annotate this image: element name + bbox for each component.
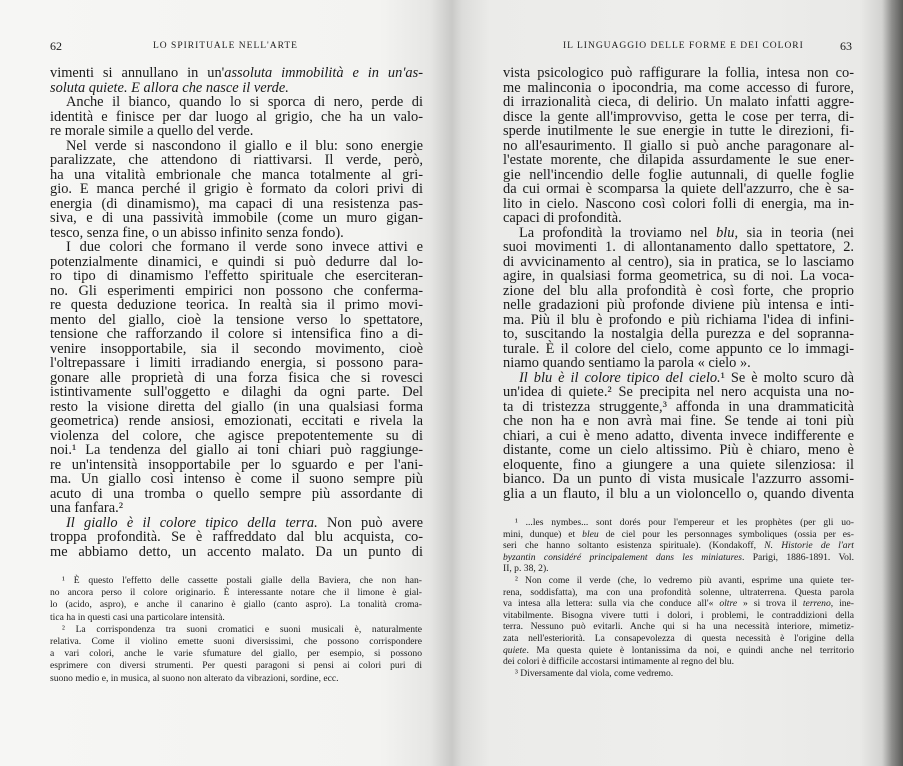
text-segment: ² La corrispondenza tra suoni cromatici e suoni musicali è, naturalmente bbox=[62, 623, 422, 635]
italic-text: Il giallo è il colore tipico della terra. bbox=[66, 514, 318, 531]
text-segment: mini, dunque) et bbox=[503, 528, 583, 540]
text-segment: potenzialmente dinamici, e quindi si può dedurre dal lo- bbox=[50, 253, 423, 270]
text-line bbox=[503, 153, 854, 168]
text-line bbox=[50, 255, 423, 270]
text-segment: rena, soddisfatta), ma con una profondità solenne, ultraterrena. Questa parola bbox=[503, 586, 854, 598]
text-line bbox=[503, 429, 854, 444]
text-segment: gio. E manca perché il grigio è formato da colori privi di bbox=[50, 181, 423, 197]
body-text bbox=[503, 66, 854, 501]
text-segment: me abbiamo detto, un accento malato. Da un punto di bbox=[50, 543, 423, 560]
text-line bbox=[503, 284, 854, 299]
text-line bbox=[503, 371, 854, 386]
text-segment: II, p. 38, 2). bbox=[503, 563, 549, 575]
text-line bbox=[50, 612, 422, 624]
text-segment: re questa deduzione teorica. In realtà sia il primo movi- bbox=[50, 297, 423, 313]
text-line bbox=[50, 414, 423, 429]
footnotes bbox=[50, 575, 422, 685]
text-segment: siva, e di una passività immobile (come un muro gigan- bbox=[50, 210, 423, 226]
text-line bbox=[503, 633, 854, 645]
text-segment: nelle gradazioni più profonde diviene più intensa e inti- bbox=[503, 297, 854, 313]
text-segment: ma. Più il blu è profondo e più richiama l'idea di infini- bbox=[503, 311, 854, 328]
text-segment: re un'intensità insopportabile per lo sguardo e per l'ani- bbox=[50, 456, 423, 473]
text-line bbox=[50, 66, 423, 81]
text-line bbox=[50, 673, 422, 685]
page-number: 62 bbox=[50, 39, 62, 53]
text-segment: tica ha in questi casi una particolare intensità. bbox=[50, 611, 225, 623]
italic-text: oltre bbox=[719, 598, 738, 610]
text-segment: ro tipo di dinamismo l'effetto spirituale che eserciteran- bbox=[50, 268, 423, 284]
text-line bbox=[503, 313, 854, 328]
text-line bbox=[503, 95, 854, 110]
text-segment: a vari colori, anche le varie sfumature del giallo, per esempio, si possono bbox=[50, 648, 422, 660]
text-segment: gonare alle proprietà di una forza fisica che si rovesci bbox=[50, 369, 423, 386]
text-segment: lo (acido, aspro), e anche il canarino è giallo (canto aspro). La tonalità croma- bbox=[50, 599, 422, 611]
text-segment: esprimere con diversi strumenti. Per questi paragoni si pensi ai colori puri di bbox=[50, 660, 422, 672]
text-segment: paralizzate, che attendono di riattivarsi. Il verde, però, bbox=[50, 152, 423, 168]
text-line bbox=[503, 414, 854, 429]
text-line bbox=[503, 124, 854, 139]
text-segment: . Ma questa quiete è lontanissima da noi, e quindi anche nel territorio bbox=[526, 644, 854, 656]
text-line bbox=[50, 385, 423, 400]
text-segment: ha una vitalità embrionale che manca totalmente al gri- bbox=[50, 166, 423, 183]
text-line bbox=[50, 458, 423, 473]
text-segment: ta di tristezza struggente,³ affonda in una drammaticità bbox=[503, 398, 854, 415]
italic-text: Il blu è il colore tipico del cielo. bbox=[519, 369, 721, 386]
text-line bbox=[50, 624, 422, 636]
text-segment: una fanfara.² bbox=[50, 500, 124, 516]
page-number: 63 bbox=[840, 39, 852, 53]
text-line bbox=[50, 182, 423, 197]
text-line bbox=[50, 545, 423, 560]
text-line bbox=[503, 197, 854, 212]
text-line bbox=[503, 656, 854, 668]
text-segment: eloquente, fino a giungere a una quiete silenziosa: il bbox=[503, 456, 854, 473]
text-segment: tensione che rafforzando il colore si intensifica fino a di- bbox=[50, 326, 423, 342]
text-segment: capaci di profondità. bbox=[503, 210, 622, 226]
text-segment: suono medio e, in musica, al suono non alterato da vibrazioni, sordine, ecc. bbox=[50, 672, 339, 684]
italic-text: assoluta immobilità e in un'as- bbox=[224, 65, 423, 81]
text-line bbox=[503, 385, 854, 400]
text-segment: bianco. Da un punto di vista musicale l'azzurro assomi- bbox=[503, 471, 854, 487]
text-segment: no ancora perso il colore originario. È interessante notare che il limone è gial- bbox=[50, 587, 422, 599]
text-line bbox=[503, 472, 854, 487]
italic-text: byzantin considéré principalement dans les miniatures bbox=[503, 551, 742, 563]
text-line bbox=[50, 587, 422, 599]
text-line bbox=[50, 660, 422, 672]
text-line bbox=[50, 599, 422, 611]
text-line bbox=[50, 575, 422, 587]
text-segment: un'idea di quiete.² Se precipita nel nero acquista una no- bbox=[503, 384, 854, 400]
text-line bbox=[503, 342, 854, 357]
text-segment: , sia in teoria (nei bbox=[734, 224, 854, 241]
text-segment: zione del blu alla profondità è così forte, che proprio bbox=[503, 282, 854, 299]
text-segment: distante, come un cielo altissimo. Più è chiaro, meno è bbox=[503, 442, 854, 458]
text-line bbox=[50, 516, 423, 531]
text-segment: agire, in qualsiasi forma geometrica, su di noi. La voca- bbox=[503, 268, 854, 284]
text-line bbox=[50, 313, 423, 328]
text-line bbox=[50, 371, 423, 386]
text-segment: I due colori che formano il verde sono invece attivi e bbox=[66, 239, 423, 255]
text-segment: , ine- bbox=[830, 598, 855, 610]
text-segment: seri che hanno soltanto esistenza spirituale). (Kondakoff, bbox=[503, 540, 765, 552]
text-segment: disce la gente all'improvviso, getta le cose per terra, di- bbox=[503, 108, 854, 125]
text-line bbox=[503, 139, 854, 154]
text-line bbox=[503, 575, 854, 587]
text-line bbox=[50, 153, 423, 168]
text-segment: di avvicinamento al centro), sia in pratica, se lo lasciamo bbox=[503, 253, 854, 270]
paragraph bbox=[503, 226, 854, 371]
text-segment: glia a un flauto, il blu a un violoncello o, quando diventa bbox=[503, 485, 854, 502]
text-line bbox=[503, 517, 854, 529]
text-segment: ² Non come il verde (che, lo vedremo più avanti, esprime una quiete ter- bbox=[515, 574, 854, 586]
text-segment: tesco, senza fine, o un abisso infinito senza fondo). bbox=[50, 224, 344, 241]
text-line bbox=[503, 211, 854, 226]
text-line bbox=[503, 182, 854, 197]
text-segment: resto la visione diretta del giallo (in una qualsiasi forma bbox=[50, 398, 423, 415]
text-segment: ¹ Se è molto scuro dà bbox=[720, 369, 854, 386]
text-segment: violenza del colore, che agisce prepotentemente su di bbox=[50, 427, 423, 444]
left-page bbox=[0, 0, 450, 766]
text-segment: acuto di una tromba o quello sempre più assordante di bbox=[50, 485, 423, 502]
text-segment: me malinconia o ipocondria, ma come accesso di furore, bbox=[503, 79, 854, 96]
running-head: LO SPIRITUALE NELL'ARTE bbox=[153, 41, 298, 51]
text-line bbox=[50, 211, 423, 226]
text-segment: l'oltrepassare i limiti irradiando energia, si possono para- bbox=[50, 355, 423, 371]
text-line bbox=[503, 240, 854, 255]
text-segment: lito in cielo. Nascono così colori folli di energia, ma in- bbox=[503, 195, 854, 212]
italic-text: quiete bbox=[503, 644, 527, 656]
text-segment: da cui ormai è scomparsa la quiete dell'azzurro, che è sa- bbox=[503, 181, 854, 197]
text-segment: Nel verde si nascondono il giallo e il blu: sono energie bbox=[66, 137, 423, 154]
text-line bbox=[503, 81, 854, 96]
text-segment: identità e finisce per dar luogo al grigio, che ha un valo- bbox=[50, 108, 423, 125]
text-line bbox=[50, 226, 423, 241]
text-line bbox=[50, 356, 423, 371]
text-line bbox=[503, 400, 854, 415]
running-head: IL LINGUAGGIO DELLE FORME E DEI COLORI bbox=[563, 41, 804, 51]
text-line bbox=[50, 81, 423, 96]
text-segment: suoi movimenti 1. di allontanamento dallo spettatore, 2. bbox=[503, 239, 854, 255]
text-segment: . Parigi, 1886-1891. Vol. bbox=[741, 551, 854, 563]
text-line bbox=[503, 110, 854, 125]
text-segment: sperde inutilmente le sue energie in tutte le direzioni, fi- bbox=[503, 123, 854, 139]
text-line bbox=[50, 284, 423, 299]
text-line bbox=[50, 168, 423, 183]
text-segment: vitabilmente. Bisogna vivere tutti i dolori, i problemi, le contraddizioni della bbox=[503, 609, 854, 621]
text-line bbox=[503, 356, 854, 371]
text-line bbox=[503, 598, 854, 610]
text-line bbox=[50, 648, 422, 660]
text-segment: relativa. Come il violino emette suoni diversissimi, che possono corrispondere bbox=[50, 636, 422, 648]
text-segment: turale. È il colore del cielo, come appunto ce lo immagi- bbox=[503, 340, 854, 357]
footnote bbox=[503, 517, 854, 575]
text-segment: di irrazionalità cieca, di delirio. Un malato infatti aggre- bbox=[503, 94, 854, 110]
footnote bbox=[50, 575, 422, 624]
paragraph bbox=[50, 139, 423, 241]
right-page bbox=[452, 0, 892, 766]
text-segment: ³ Diversamente dal viola, come vedremo. bbox=[515, 667, 674, 679]
text-line bbox=[503, 563, 854, 575]
text-line bbox=[50, 269, 423, 284]
paragraph bbox=[50, 240, 423, 516]
text-line bbox=[503, 269, 854, 284]
text-line bbox=[503, 552, 854, 564]
text-segment: de ciel pour les personnages symboliques (ossia per es- bbox=[598, 528, 854, 540]
text-segment: ¹ ...les nymbes... sont dorés pour l'empereur et les prophètes (per gli uo- bbox=[515, 517, 854, 528]
text-line bbox=[503, 327, 854, 342]
text-segment: noi.¹ La tendenza del giallo ai toni chiari può raggiunge- bbox=[50, 442, 423, 458]
body-text bbox=[50, 66, 423, 559]
text-segment: che non ha e non avrà mai fine. Se tende ai toni più bbox=[503, 413, 854, 429]
text-segment: terra. Nessuno può evitarli. Anche qui si ha una necessità interiore, mimetiz- bbox=[503, 621, 854, 633]
text-line bbox=[50, 197, 423, 212]
text-line bbox=[50, 400, 423, 415]
text-line bbox=[503, 645, 854, 657]
text-segment: Non può avere bbox=[317, 514, 424, 531]
text-segment: dei colori è difficile accostarsi intimamente al regno del blu. bbox=[503, 656, 735, 668]
text-line bbox=[50, 443, 423, 458]
text-line bbox=[503, 540, 854, 552]
text-segment: to, suscitando la nostalgia della purezza e del sopranna- bbox=[503, 326, 854, 342]
text-line bbox=[503, 298, 854, 313]
text-line bbox=[503, 458, 854, 473]
text-segment: ma. Un giallo così intenso è come il suono sempre più bbox=[50, 471, 423, 487]
paragraph bbox=[503, 371, 854, 502]
italic-text: blu bbox=[716, 224, 735, 241]
text-segment: re morale simile a quello del verde. bbox=[50, 123, 254, 139]
text-segment: chiari, a cui è meno adatto, diventa invece indifferente e bbox=[503, 427, 854, 444]
text-segment: no. Gli esperimenti empirici non possono che conferma- bbox=[50, 282, 423, 299]
text-line bbox=[50, 327, 423, 342]
text-line bbox=[50, 95, 423, 110]
text-line bbox=[503, 668, 854, 680]
text-segment: » si trova il bbox=[737, 598, 803, 610]
text-line bbox=[503, 66, 854, 81]
text-line bbox=[50, 298, 423, 313]
text-segment: energia (di dinamismo), ma capaci di una resistenza pas- bbox=[50, 195, 423, 212]
text-line bbox=[503, 610, 854, 622]
footnote bbox=[503, 668, 854, 680]
text-line bbox=[50, 530, 423, 545]
text-line bbox=[50, 636, 422, 648]
text-segment: vista psicologico può raffigurare la follia, intesa non co- bbox=[503, 65, 854, 81]
text-segment: mento del giallo, cioè la tensione verso lo spettatore, bbox=[50, 311, 423, 328]
text-line bbox=[503, 621, 854, 633]
text-segment: vimenti si annullano in un' bbox=[50, 65, 225, 81]
paragraph bbox=[50, 66, 423, 95]
italic-text: N. Historie de l'art bbox=[764, 540, 854, 552]
text-line bbox=[503, 168, 854, 183]
text-line bbox=[503, 587, 854, 599]
text-line bbox=[503, 226, 854, 241]
italic-text: soluta quiete. E allora che nasce il verde. bbox=[50, 79, 289, 96]
text-segment: istintivamente sull'oggetto e dilaghi da ogni parte. Del bbox=[50, 384, 423, 400]
text-segment: ¹ È questo l'effetto delle cassette postali gialle della Baviera, che non han- bbox=[62, 575, 422, 586]
text-segment: geometrica) rende ansiosi, emozionati, eccitati e rivela la bbox=[50, 413, 423, 429]
text-line bbox=[503, 255, 854, 270]
paragraph bbox=[50, 516, 423, 560]
text-line bbox=[50, 342, 423, 357]
footnotes bbox=[503, 517, 854, 679]
text-line bbox=[50, 124, 423, 139]
italic-text: bleu bbox=[582, 528, 599, 540]
text-line bbox=[50, 429, 423, 444]
text-segment: Anche il bianco, quando lo si sporca di nero, perde di bbox=[66, 94, 423, 110]
paragraph bbox=[503, 66, 854, 226]
text-line bbox=[503, 529, 854, 541]
text-line bbox=[50, 139, 423, 154]
text-segment: gie nell'incendio delle foglie autunnali, di quelle foglie bbox=[503, 166, 854, 183]
footnote bbox=[503, 575, 854, 668]
footnote bbox=[50, 624, 422, 685]
text-segment: niamo quando sentiamo la parola « cielo ». bbox=[503, 355, 751, 371]
text-segment: La profondità la troviamo nel bbox=[519, 224, 717, 241]
italic-text: terreno bbox=[802, 598, 831, 610]
text-line bbox=[50, 472, 423, 487]
text-line bbox=[503, 443, 854, 458]
text-line bbox=[503, 487, 854, 502]
text-segment: no all'esaurimento. Il giallo si può anche paragonare al- bbox=[503, 137, 854, 154]
text-line bbox=[50, 487, 423, 502]
text-segment: venire insopportabile, sia il secondo movimento, cioè bbox=[50, 340, 423, 357]
text-line bbox=[50, 501, 423, 516]
paragraph bbox=[50, 95, 423, 139]
text-line bbox=[50, 240, 423, 255]
text-segment: va intesa alla lettera: sulla via che conduce all'« bbox=[503, 598, 720, 610]
text-segment: zata nell'esteriorità. La consapevolezza di questa necessità è l'origine della bbox=[503, 632, 854, 644]
text-line bbox=[50, 110, 423, 125]
text-segment: l'estate morente, che dilapida assurdamente le sue ener- bbox=[503, 152, 854, 168]
text-segment: troppa profondità. Se è raffreddato dal blu acquista, co- bbox=[50, 529, 423, 545]
